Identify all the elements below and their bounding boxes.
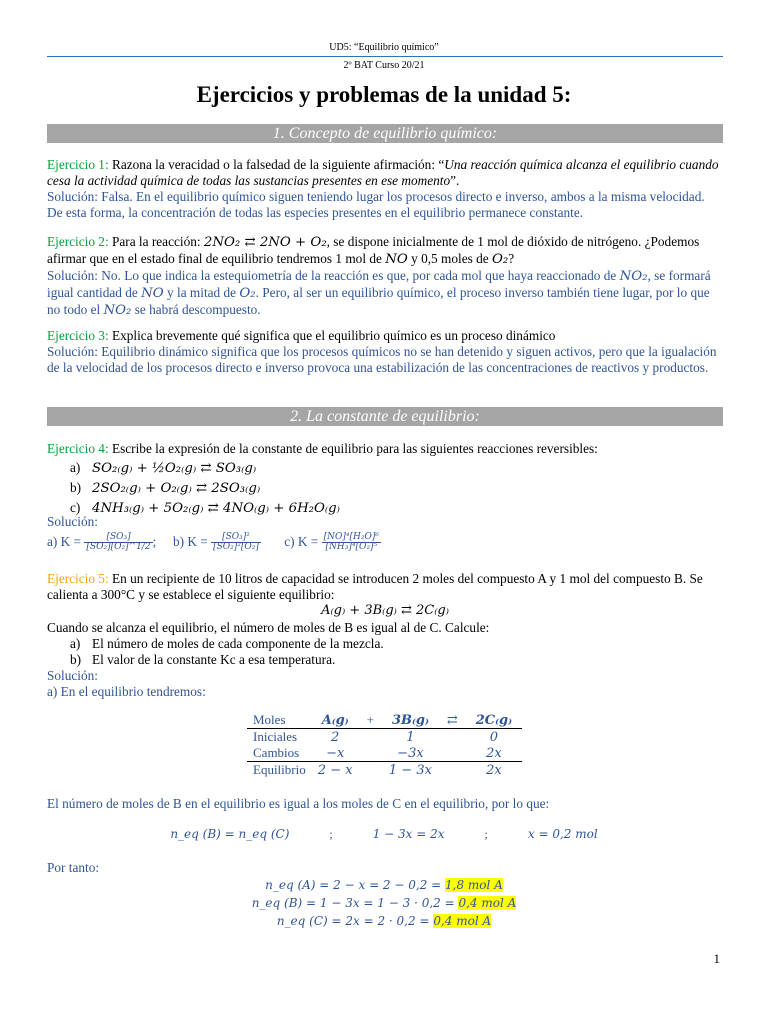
exercise-4-item-b (70, 480, 340, 497)
table-cell (439, 745, 466, 762)
table-header-row (247, 712, 522, 729)
result-b (0, 894, 768, 912)
exercise-2-label: Ejercicio 2: (47, 234, 109, 249)
equilibrium-condition (0, 827, 768, 842)
result-value-highlight: 0,4 mol A (433, 914, 492, 928)
exercise-4-answers (47, 530, 723, 554)
results (0, 876, 768, 930)
table-header-cell: Moles (253, 712, 286, 727)
result-a (0, 876, 768, 894)
exercise-5-solution-label: Solución: (47, 668, 98, 683)
result-value-highlight: 0,4 mol A (458, 896, 517, 910)
separator: ; (484, 827, 488, 841)
table-row (247, 745, 522, 762)
table-cell: 2 − x (317, 762, 353, 778)
exercise-1-quote: Una reacción química alcanza el equilibrio cuando cesa la actividad química de todas las sustancias presentes en ese momento (47, 157, 719, 188)
reaction-equation: 2SO₂₍g₎ + O₂₍g₎ ⇄ 2SO₃₍g₎ (92, 481, 261, 496)
table-cell: Equilibrio (253, 762, 306, 777)
table-header-cell: 3B₍g₎ (391, 712, 429, 728)
table-header-cell: + (366, 712, 374, 727)
exercise-2-solution (47, 268, 723, 319)
exercise-3-solution: Solución: Equilibrio dinámico significa que los procesos químicos no se han detenido y siguen activos, pero que la igualación de la velocidad de los procesos directo e inverso provoca una estabilización de las concentraciones de reactivos y productos. (47, 344, 717, 375)
table-cell (359, 745, 382, 762)
exercise-5-reaction: A₍g₎ + 3B₍g₎ ⇄ 2C₍g₎ (321, 603, 449, 618)
answer-b-denominator: [SO₂]²[O₂] (213, 542, 259, 553)
exercise-1-text: Razona la veracidad o la falsedad de la siguiente afirmación: “ (111, 157, 445, 172)
exercise-5-text-2: Cuando se alcanza el equilibrio, el número de moles de B es igual al de C. Calcule: (47, 620, 490, 635)
exercise-2-o2: O₂ (491, 252, 509, 267)
item-label: a) (70, 460, 81, 475)
table-row (247, 729, 522, 746)
exercise-2-solution-o2: O₂ (239, 286, 256, 301)
table-cell (359, 729, 382, 746)
exercise-2-solution-5: se habrá descompuesto. (131, 302, 261, 317)
exercise-4-label: Ejercicio 4: (47, 441, 109, 456)
separator: ; (329, 827, 333, 841)
table-cell (439, 762, 466, 779)
exercise-3-label: Ejercicio 3: (47, 328, 109, 343)
result-expression: n_eq (C) = 2x = 2 · 0,2 = (276, 914, 434, 928)
answer-b-numerator: [SO₃]² (211, 533, 261, 543)
exercise-5-item-b (70, 652, 384, 668)
exercise-2-no: NO (385, 252, 408, 267)
exercise-4 (47, 441, 723, 457)
item-label: c) (70, 500, 81, 515)
table-cell: 2 (331, 729, 340, 745)
por-tanto-label: Por tanto: (47, 860, 100, 875)
exercise-2-solution-no2b: NO₂ (103, 303, 132, 318)
exercise-5-text-3: El número de moles de B en el equilibrio es igual a los moles de C en el equilibrio, por lo que: (47, 796, 550, 811)
page-title: Ejercicios y problemas de la unidad 5: (196, 82, 572, 107)
table-header-cell: 2C₍g₎ (475, 712, 512, 728)
exercise-4-text: Escribe la expresión de la constante de equilibrio para las siguientes reacciones reversibles: (111, 441, 598, 456)
table-cell: Cambios (253, 745, 300, 760)
result-value-highlight: 1,8 mol A (445, 878, 503, 892)
exercise-5-list (70, 636, 384, 668)
item-text: El número de moles de cada componente de la mezcla. (92, 636, 384, 651)
exercise-2-solution-4: . Pero, al ser un equilibrio químico, el proceso inverso también tiene lugar, por lo que no todo el (47, 285, 710, 317)
exercise-2-text-4: ? (508, 251, 515, 266)
exercise-2-text-1: Para la reacción: (111, 234, 204, 249)
answer-a-denominator: [SO₂][O₂]^1/2 (86, 542, 151, 553)
answer-c-fraction (322, 533, 381, 552)
answer-c-label: c) K = (284, 534, 319, 549)
table-cell (439, 729, 466, 746)
answer-a-numerator: [SO₃] (84, 533, 152, 543)
table-cell: 2x (486, 762, 502, 778)
answer-b-label: b) K = (172, 534, 208, 549)
exercise-3-text: Explica brevemente qué significa que el equilibrio químico es un proceso dinámico (111, 328, 556, 343)
table-cell: −x (326, 745, 345, 761)
answer-b-fraction (211, 533, 261, 552)
page-number: 1 (713, 951, 720, 966)
result-expression: n_eq (A) = 2 − x = 2 − 0,2 = (265, 878, 446, 892)
answer-a-end: ; (152, 534, 157, 549)
answer-c-numerator: [NO]⁴[H₂O]⁶ (323, 532, 379, 543)
equation-2: 1 − 3x = 2x (372, 827, 445, 841)
table-cell (359, 762, 382, 779)
table-cell: 0 (489, 729, 499, 745)
exercise-2-text-2: , se dispone inicialmente de 1 mol de dióxido de nitrógeno. ¿Podemos afirmar que en el estado final de equilibrio tendremos 1 mol de (47, 234, 700, 266)
exercise-3 (47, 328, 723, 376)
item-label: a) (70, 636, 81, 651)
result-expression: n_eq (B) = 1 − 3x = 1 − 3 · 0,2 = (251, 896, 459, 910)
exercise-1-solution: Solución: Falsa. En el equilibrio químico siguen teniendo lugar los procesos directo e inverso, ambos a la misma velocidad. De esta forma, la concentración de todas las especies presentes en el equilibrio permanece constante. (47, 189, 705, 220)
exercise-2-reaction: 2NO₂ ⇄ 2NO + O₂ (203, 235, 327, 250)
exercise-4-item-a (70, 460, 340, 477)
exercise-2-solution-no2: NO₂ (619, 269, 648, 284)
header-rule (47, 56, 723, 57)
table-cell: −3x (397, 745, 424, 761)
exercise-4-list (70, 460, 340, 517)
exercise-5-text: En un recipiente de 10 litros de capacidad se introducen 2 moles del compuesto A y 1 mol del compuesto B. Se calienta a 300°C y se establece el siguiente equilibrio: (47, 571, 703, 602)
exercise-2-text-3: y 0,5 moles de (407, 251, 492, 266)
answer-a-fraction (84, 533, 152, 552)
table-cell: 1 (406, 729, 415, 745)
exercise-5-item-a (70, 636, 384, 652)
result-c (0, 912, 768, 930)
exercise-1 (47, 157, 723, 221)
item-label: b) (70, 652, 82, 667)
table-cell: Iniciales (253, 729, 298, 744)
exercise-1-label: Ejercicio 1: (47, 157, 109, 172)
item-text: El valor de la constante Kc a esa temperatura. (92, 652, 336, 667)
exercise-4-solution-label: Solución: (47, 514, 98, 529)
exercise-5-label: Ejercicio 5: (47, 571, 109, 586)
header-unit: UD5: “Equilibrio químico” (329, 42, 439, 53)
exercise-5-solution-a: a) En el equilibrio tendremos: (47, 684, 206, 699)
answer-c-denominator: [NH₃]⁴[O₂]⁵ (325, 542, 378, 553)
section-heading-2: 2. La constante de equilibrio: (47, 407, 723, 426)
answer-a-label: a) K = (47, 534, 82, 549)
exercise-2-solution-3: y la mitad de (163, 285, 240, 300)
table-row (247, 762, 522, 779)
exercise-2-solution-1: Solución: No. Lo que indica la estequiometría de la reacción es que, por cada mol que haya reaccionado de (47, 268, 620, 283)
exercise-2 (47, 234, 723, 319)
moles-table (247, 712, 522, 778)
section-heading-1: 1. Concepto de equilibrio químico: (47, 124, 723, 143)
table-header-cell: A₍g₎ (321, 712, 349, 728)
item-label: b) (70, 480, 82, 495)
exercise-2-solution-2: , se formará igual cantidad de (47, 268, 711, 300)
reaction-equation: 4NH₃₍g₎ + 5O₂₍g₎ ⇄ 4NO₍g₎ + 6H₂O₍g₎ (92, 501, 340, 516)
header-course: 2º BAT Curso 20/21 (343, 60, 425, 71)
table-cell: 1 − 3x (388, 762, 432, 778)
reaction-equation: SO₂₍g₎ + ½O₂₍g₎ ⇄ SO₃₍g₎ (92, 461, 257, 476)
equation-1: n_eq (B) = n_eq (C) (170, 827, 290, 841)
table-header-cell: ⇄ (446, 712, 458, 727)
exercise-5 (47, 571, 723, 603)
exercise-2-solution-no: NO (141, 286, 164, 301)
table-cell: 2x (486, 745, 502, 761)
exercise-1-quote-end: ”. (450, 173, 460, 188)
equation-3: x = 0,2 mol (527, 827, 598, 841)
